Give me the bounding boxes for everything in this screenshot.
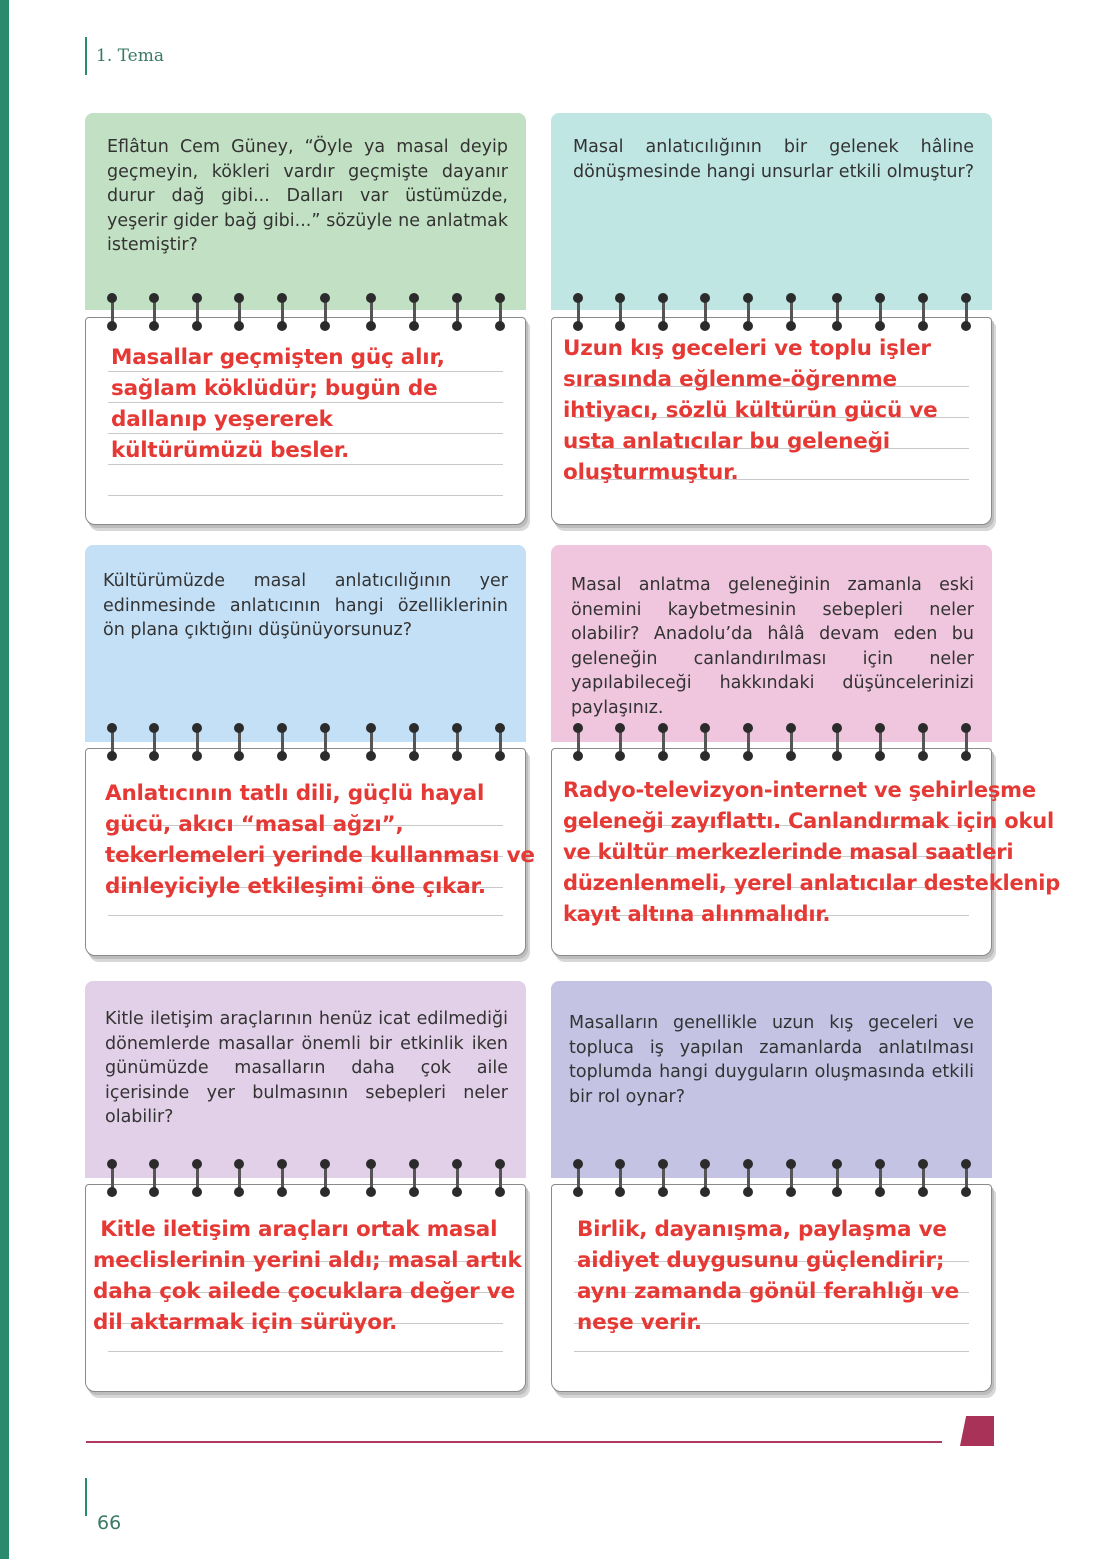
answer-line: gücü, akıcı “masal ağzı”, <box>105 812 404 837</box>
spiral-rings <box>85 723 526 763</box>
notepad-card-2 <box>551 113 992 525</box>
page-number: 66 <box>97 1512 122 1534</box>
question-text: Kitle iletişim araçlarının henüz icat edilmediği dönemlerde masallar önemli bir etkinlik iken günümüzde masalların daha çok aile içerisinde yer bulmasının sebepleri neler olabilir? <box>85 981 526 1178</box>
answer-line: dinleyiciyle etkileşimi öne çıkar. <box>105 874 486 899</box>
spiral-ring <box>409 1159 419 1199</box>
spiral-ring <box>743 723 753 763</box>
spiral-ring <box>658 1159 668 1199</box>
spiral-ring <box>495 1159 505 1199</box>
spiral-ring <box>875 723 885 763</box>
spiral-ring <box>743 1159 753 1199</box>
footer-tab <box>960 1416 994 1446</box>
answer-line: kayıt altına alınmalıdır. <box>563 902 831 926</box>
header-rule <box>85 37 87 75</box>
answer-line: düzenlenmeli, yerel anlatıcılar desteklenip <box>563 871 1061 895</box>
answer-line: dallanıp yeşererek <box>111 407 333 432</box>
spiral-ring <box>658 293 668 333</box>
spiral-ring <box>234 1159 244 1199</box>
spiral-ring <box>366 293 376 333</box>
spiral-ring <box>277 723 287 763</box>
page-number-rule <box>85 1478 87 1516</box>
spiral-ring <box>918 1159 928 1199</box>
answer-line: Birlik, dayanışma, paylaşma ve <box>577 1217 947 1242</box>
spiral-ring <box>234 293 244 333</box>
answer-line: neşe verir. <box>577 1310 702 1335</box>
answer-line: oluşturmuştur. <box>563 460 739 485</box>
spiral-ring <box>918 293 928 333</box>
spiral-ring <box>961 293 971 333</box>
spiral-ring <box>786 1159 796 1199</box>
spiral-ring <box>277 1159 287 1199</box>
spiral-ring <box>192 1159 202 1199</box>
spiral-ring <box>107 723 117 763</box>
answer-line: meclislerinin yerini aldı; masal artık <box>93 1248 522 1273</box>
spiral-rings <box>85 293 526 333</box>
notepad-card-3 <box>85 545 535 957</box>
answer-line: Radyo-televizyon-internet ve şehirleşme <box>563 778 1036 802</box>
spiral-ring <box>573 1159 583 1199</box>
answer-text <box>93 1214 522 1338</box>
spiral-ring <box>277 293 287 333</box>
spiral-ring <box>409 723 419 763</box>
spiral-ring <box>149 1159 159 1199</box>
spiral-ring <box>107 1159 117 1199</box>
spiral-ring <box>615 293 625 333</box>
spiral-ring <box>495 293 505 333</box>
answer-text <box>563 333 938 488</box>
spiral-ring <box>573 293 583 333</box>
answer-line: sırasında eğlenme-öğrenme <box>563 367 897 392</box>
notepad-card-1 <box>85 113 526 525</box>
footer-rule <box>86 1441 942 1443</box>
answer-line: dil aktarmak için sürüyor. <box>93 1310 398 1335</box>
spiral-rings <box>85 1159 526 1199</box>
answer-line: Anlatıcının tatlı dili, güçlü hayal <box>105 781 485 806</box>
spiral-rings <box>551 723 992 763</box>
spiral-ring <box>875 1159 885 1199</box>
spiral-ring <box>786 293 796 333</box>
spiral-ring <box>832 293 842 333</box>
spiral-ring <box>192 293 202 333</box>
answer-line: ve kültür merkezlerinde masal saatleri <box>563 840 1014 864</box>
spiral-ring <box>700 723 710 763</box>
notepad-card-4 <box>551 545 1061 957</box>
answer-text <box>577 1214 959 1338</box>
answer-text <box>563 775 1060 930</box>
spiral-ring <box>320 293 330 333</box>
answer-line: ihtiyacı, sözlü kültürün gücü ve <box>563 398 938 423</box>
answer-line: tekerlemeleri yerinde kullanması ve <box>105 843 535 868</box>
spiral-ring <box>875 293 885 333</box>
answer-line: geleneği zayıflattı. Canlandırmak için okul <box>563 809 1054 833</box>
spiral-ring <box>320 1159 330 1199</box>
answer-text <box>105 778 535 902</box>
question-text: Masal anlatma geleneğinin zamanla eski önemini kaybetmesinin sebepleri neler olabilir? Anadolu’da hâlâ devam eden bu geleneğin canlandırılması için neler yapılabileceği hakkındaki düşüncelerinizi paylaşınız. <box>551 545 992 742</box>
spiral-ring <box>961 1159 971 1199</box>
notepad-card-6 <box>551 981 992 1393</box>
spiral-ring <box>743 293 753 333</box>
spiral-ring <box>495 723 505 763</box>
question-text: Masalların genellikle uzun kış geceleri ve topluca iş yapılan zamanlarda anlatılması toplumda hangi duyguların oluşmasında etkili bir rol oynar? <box>551 981 992 1178</box>
spiral-ring <box>149 293 159 333</box>
spiral-ring <box>452 723 462 763</box>
answer-line: aynı zamanda gönül ferahlığı ve <box>577 1279 960 1304</box>
spiral-ring <box>234 723 244 763</box>
spiral-ring <box>615 1159 625 1199</box>
answer-line: Kitle iletişim araçları ortak masal <box>93 1217 498 1242</box>
spiral-ring <box>192 723 202 763</box>
spiral-ring <box>700 293 710 333</box>
answer-line: daha çok ailede çocuklara değer ve <box>93 1279 515 1304</box>
answer-line: Masallar geçmişten güç alır, <box>111 345 445 370</box>
question-text: Eflâtun Cem Güney, “Öyle ya masal deyip geçmeyin, kökleri vardır geçmişte dayanır durur dağ gibi... Dalları var üstümüzde, yeşerir gider bağ gibi...” sözüyle ne anlatmak istemiştir? <box>85 113 526 310</box>
answer-line: aidiyet duygusunu güçlendirir; <box>577 1248 945 1273</box>
spiral-ring <box>658 723 668 763</box>
question-text: Masal anlatıcılığının bir gelenek hâline dönüşmesinde hangi unsurlar etkili olmuştur? <box>551 113 992 310</box>
spiral-rings <box>551 293 992 333</box>
spiral-ring <box>320 723 330 763</box>
spiral-ring <box>107 293 117 333</box>
spiral-ring <box>409 293 419 333</box>
spiral-ring <box>452 1159 462 1199</box>
answer-line: usta anlatıcılar bu geleneği <box>563 429 890 454</box>
spiral-ring <box>832 1159 842 1199</box>
spiral-ring <box>366 1159 376 1199</box>
spiral-rings <box>551 1159 992 1199</box>
spiral-ring <box>918 723 928 763</box>
notepad-card-5 <box>85 981 526 1393</box>
left-color-bar <box>0 0 9 1559</box>
answer-text <box>111 342 445 466</box>
spiral-ring <box>149 723 159 763</box>
spiral-ring <box>961 723 971 763</box>
spiral-ring <box>832 723 842 763</box>
spiral-ring <box>786 723 796 763</box>
section-title: 1. Tema <box>96 46 164 66</box>
answer-line: kültürümüzü besler. <box>111 438 350 463</box>
spiral-ring <box>452 293 462 333</box>
answer-line: Uzun kış geceleri ve toplu işler <box>563 336 931 361</box>
answer-line: sağlam köklüdür; bugün de <box>111 376 438 401</box>
question-text: Kültürümüzde masal anlatıcılığının yer edinmesinde anlatıcının hangi özelliklerinin ön plana çıktığını düşünüyorsunuz? <box>85 545 526 742</box>
spiral-ring <box>700 1159 710 1199</box>
spiral-ring <box>615 723 625 763</box>
spiral-ring <box>366 723 376 763</box>
spiral-ring <box>573 723 583 763</box>
